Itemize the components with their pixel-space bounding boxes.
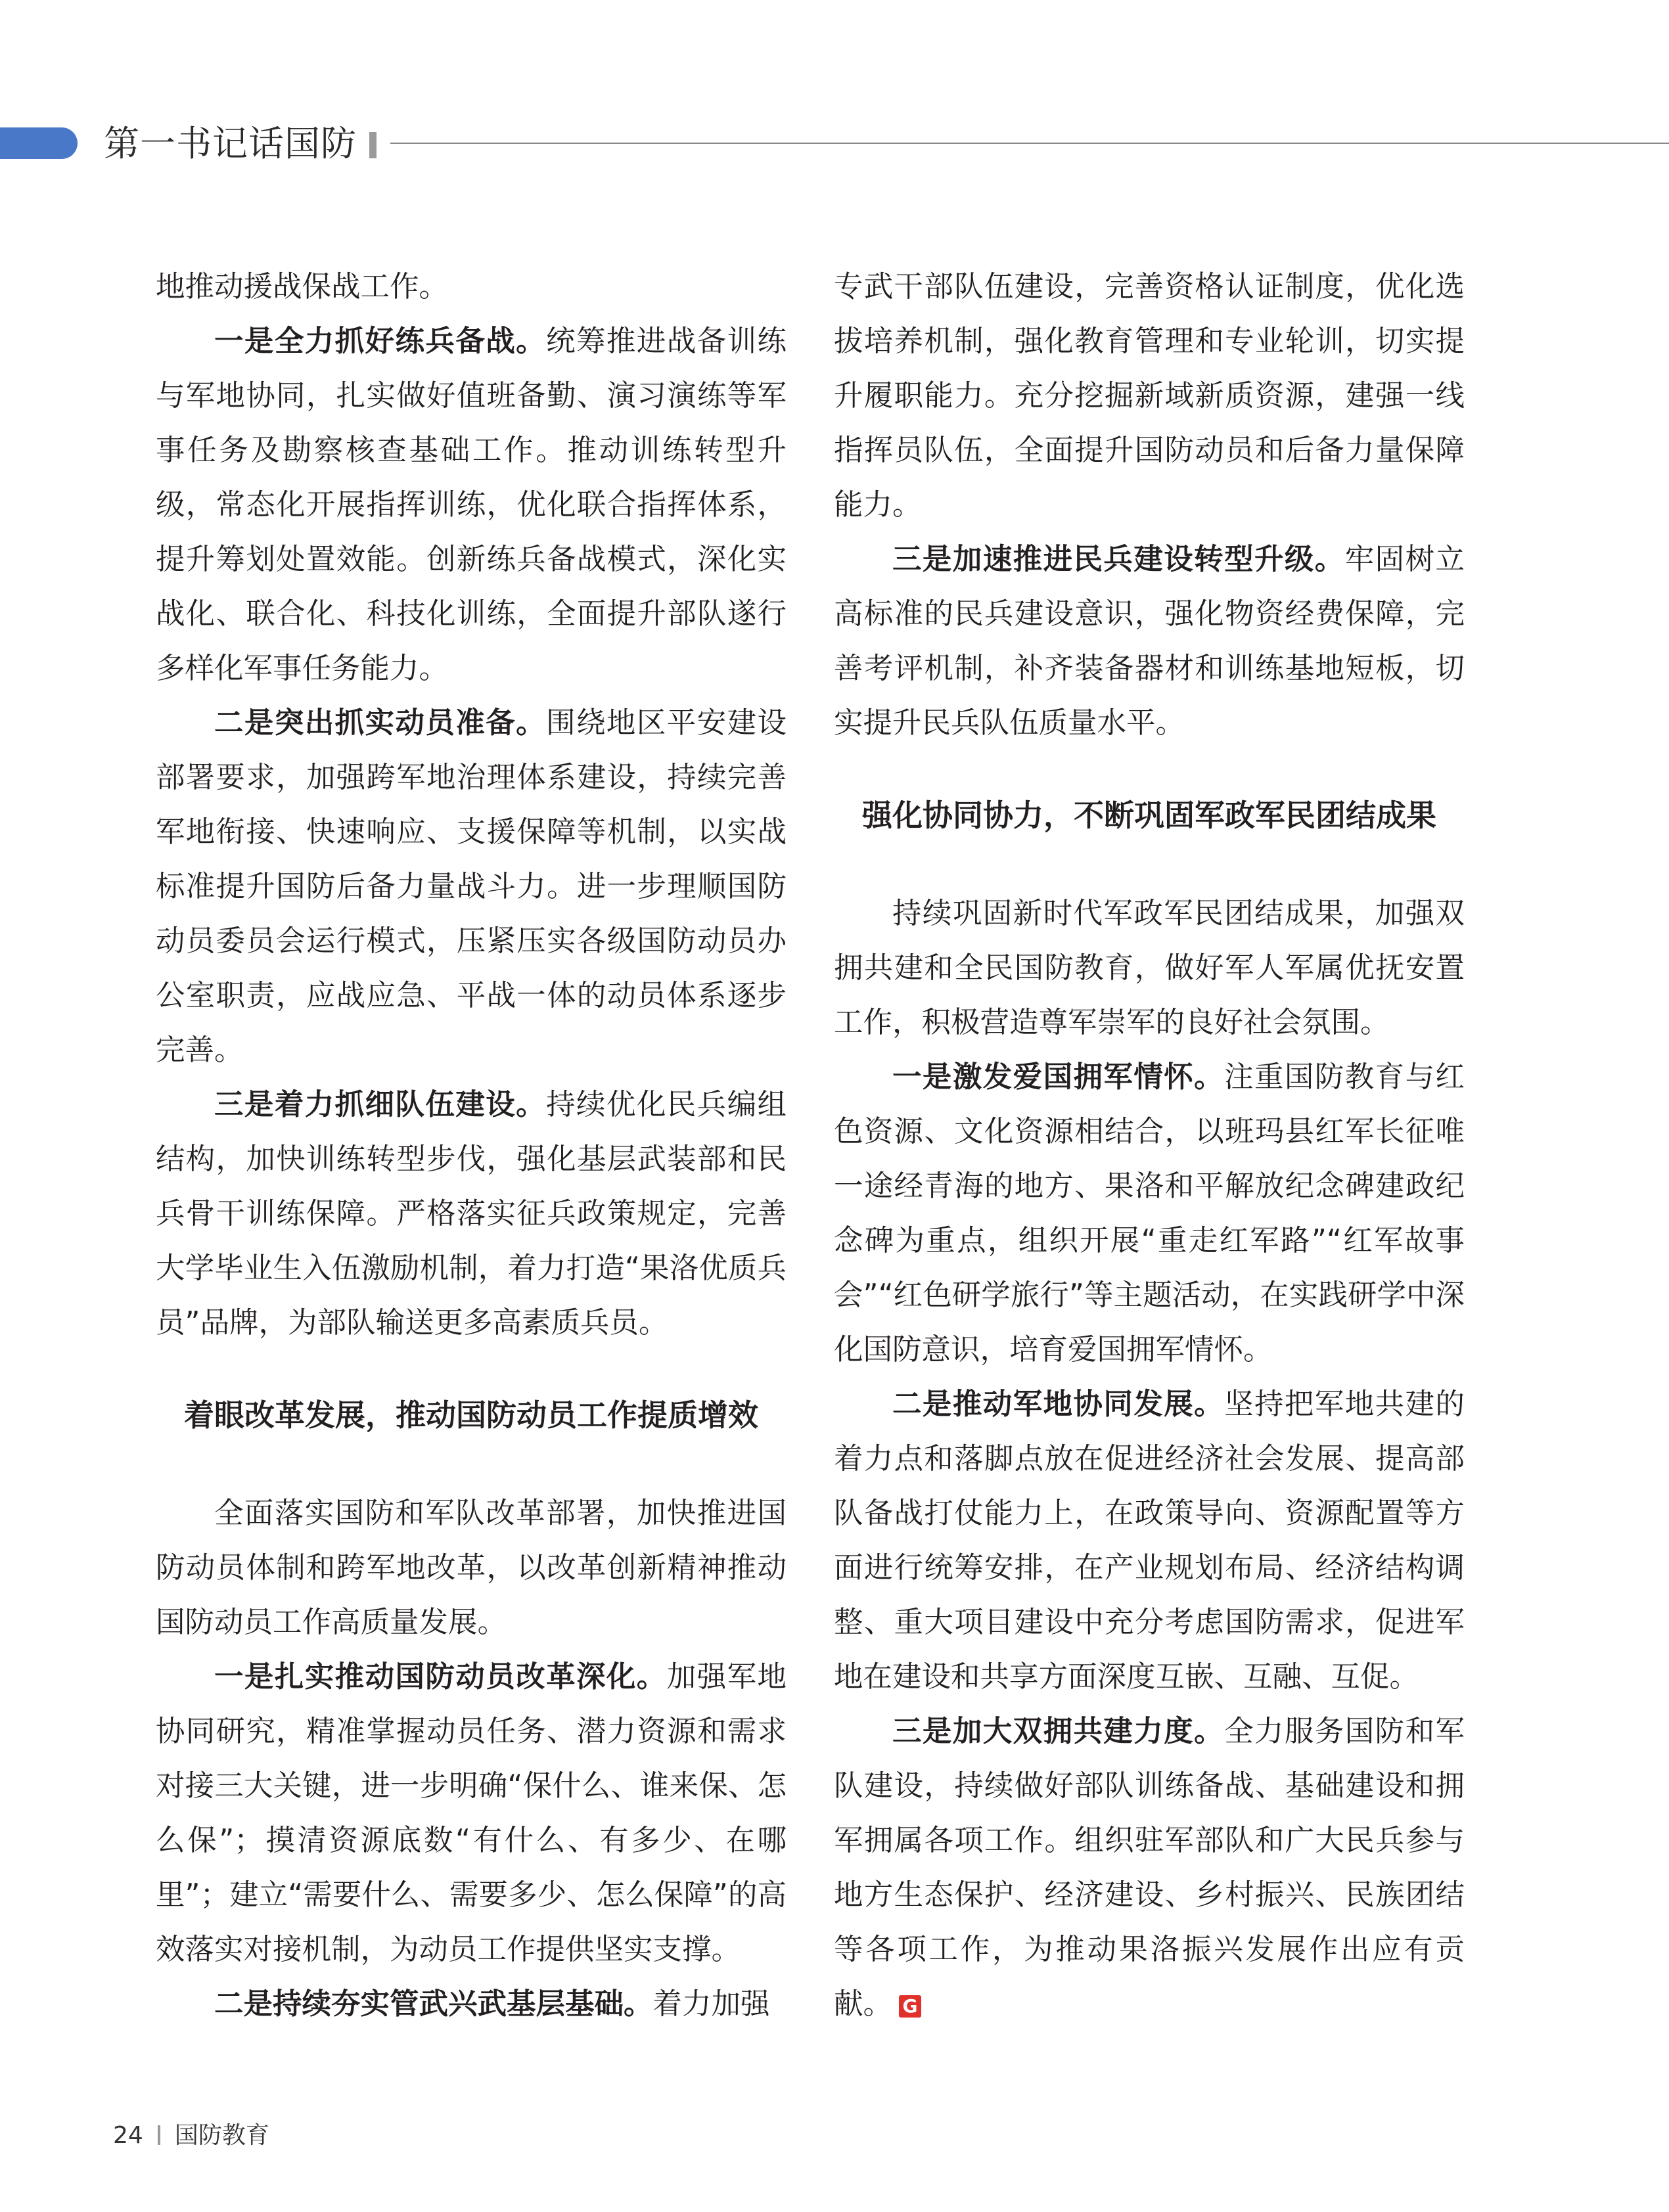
page-footer — [113, 2119, 269, 2152]
paragraph — [834, 1704, 1465, 2031]
paragraph — [156, 314, 787, 696]
paragraph-lead: 三是加速推进民兵建设转型升级。 — [892, 543, 1345, 576]
paragraph-text: 持续优化民兵编组结构，加快训练转型步伐，强化基层武装部和民兵骨干训练保障。严格落实征兵政策规定，完善大学毕业生入伍激励机制，着力打造“果洛优质兵员”品牌，为部队输送更多高素质兵员。 — [156, 1088, 787, 1340]
paragraph — [834, 1050, 1465, 1377]
paragraph-lead: 二是推动军地协同发展。 — [892, 1388, 1225, 1421]
paragraph — [156, 1077, 787, 1350]
paragraph-lead: 二是突出抓实动员准备。 — [214, 706, 547, 740]
header-rule — [390, 143, 1669, 144]
paragraph-text: 围绕地区平安建设部署要求，加强跨军地治理体系建设，持续完善军地衔接、快速响应、支援保障等机制，以实战标准提升国防后备力量战斗力。进一步理顺国防动员委员会运行模式，压紧压实各级国防动员办公室职责，应战应急、平战一体的动员体系逐步完善。 — [156, 706, 787, 1067]
section-heading: 着眼改革发展，推动国防动员工作提质增效 — [184, 1397, 758, 1433]
page-number: 24 — [113, 2122, 143, 2149]
header-accent-pill — [0, 127, 78, 159]
paragraph-lead: 一是全力抓好练兵备战。 — [214, 325, 547, 358]
right-column — [834, 260, 1465, 2031]
paragraph-lead: 一是扎实推动国防动员改革深化。 — [214, 1660, 667, 1694]
paragraph-text: 全力服务国防和军队建设，持续做好部队训练备战、基础建设和拥军拥属各项工作。组织驻军部队和广大民兵参与地方生态保护、经济建设、乡村振兴、民族团结等各项工作，为推动果洛振兴发展作出应有贡献。 — [834, 1715, 1465, 2021]
paragraph-text: 加强军地协同研究，精准掌握动员任务、潜力资源和需求对接三大关键，进一步明确“保什么、谁来保、怎么保”；摸清资源底数“有什么、有多少、在哪里”；建立“需要什么、需要多少、怎么保障”的高效落实对接机制，为动员工作提供坚实支撑。 — [156, 1660, 787, 1966]
paragraph-text: 坚持把军地共建的着力点和落脚点放在促进经济社会发展、提高部队备战打仗能力上，在政策导向、资源配置等方面进行统筹安排，在产业规划布局、经济结构调整、重大项目建设中充分考虑国防需求，促进军地在建设和共享方面深度互嵌、互融、互促。 — [834, 1388, 1465, 1694]
paragraph — [156, 696, 787, 1077]
paragraph-lead: 三是着力抓细队伍建设。 — [214, 1088, 547, 1121]
paragraph: 地推动援战保战工作。 — [156, 270, 449, 304]
paragraph-text: 注重国防教育与红色资源、文化资源相结合，以班玛县红军长征唯一途经青海的地方、果洛和平解放纪念碑建政纪念碑为重点，组织开展“重走红军路”“红军故事会”“红色研学旅行”等主题活动，在实践研学中深化国防意识，培育爱国拥军情怀。 — [834, 1060, 1465, 1366]
end-mark-icon: G — [899, 1995, 921, 2018]
paragraph: 持续巩固新时代军政军民团结成果，加强双拥共建和全民国防教育，做好军人军属优抚安置工作，积极营造尊军崇军的良好社会氛围。 — [834, 897, 1465, 1039]
paragraph: 专武干部队伍建设，完善资格认证制度，优化选拔培养机制，强化教育管理和专业轮训，切实提升履职能力。充分挖掘新域新质资源，建强一线指挥员队伍，全面提升国防动员和后备力量保障能力。 — [834, 270, 1465, 522]
paragraph-text: 统筹推进战备训练与军地协同，扎实做好值班备勤、演习演练等军事任务及勘察核查基础工作。推动训练转型升级，常态化开展指挥训练，优化联合指挥体系，提升筹划处置效能。创新练兵备战模式，深化实战化、联合化、科技化训练，全面提升部队遂行多样化军事任务能力。 — [156, 325, 787, 685]
paragraph — [834, 532, 1465, 750]
paragraph — [834, 1377, 1465, 1704]
header-separator-bar — [369, 132, 377, 158]
paragraph-text: 着力加强 — [652, 1987, 770, 2021]
paragraph — [156, 1650, 787, 1977]
paragraph — [156, 1977, 787, 2031]
paragraph-lead: 三是加大双拥共建力度。 — [892, 1715, 1225, 1748]
paragraph: 全面落实国防和军队改革部署，加快推进国防动员体制和跨军地改革，以改革创新精神推动国防动员工作高质量发展。 — [156, 1497, 787, 1639]
section-heading: 强化协同协力，不断巩固军政军民团结成果 — [862, 798, 1436, 833]
left-column — [156, 260, 787, 2031]
paragraph-lead: 一是激发爱国拥军情怀。 — [892, 1060, 1225, 1094]
publication-name: 国防教育 — [174, 2122, 269, 2149]
section-title: 第一书记话国防 — [104, 123, 357, 164]
paragraph-lead: 二是持续夯实管武兴武基层基础。 — [214, 1987, 653, 2021]
paragraph-text: 牢固树立高标准的民兵建设意识，强化物资经费保障，完善考评机制，补齐装备器材和训练基地短板，切实提升民兵队伍质量水平。 — [834, 543, 1465, 740]
footer-separator — [158, 2125, 160, 2145]
